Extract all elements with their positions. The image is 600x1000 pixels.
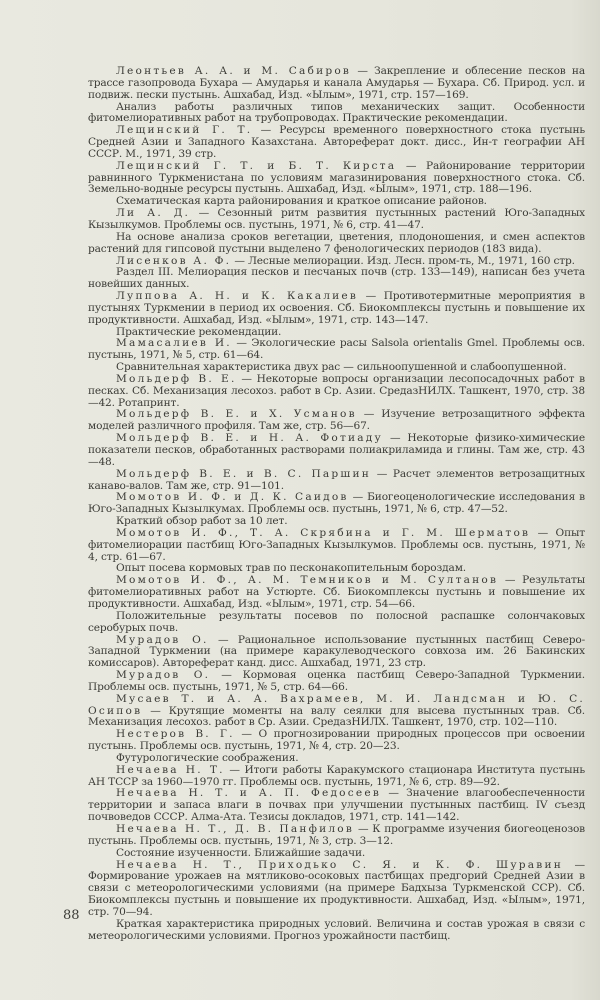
entry-text: — Рациональное использование пустынных пастбищ Северо-Западной Туркмении (на примере каракулеводческого совхоза им. 26 Бакинских комиссаров). Автореферат канд. дисс. Ашхабад, 1971, 23 стр. bbox=[88, 633, 585, 670]
entry-text: — Некоторые вопросы организации лесопосадочных работ в песках. Сб. Механизация лесохоз. работ в Ср. Азии. СредазНИЛХ. Ташкент, 1970, стр. 38—42. Ротапринт. bbox=[88, 372, 585, 409]
entry-author: Мурадов О. bbox=[116, 633, 209, 646]
bib-entry bbox=[88, 729, 585, 753]
entry-text: — Биогеоценологические исследования в Юго-Западных Кызылкумах. Проблемы осв. пустынь, 1971, № 6, стр. 47—52. bbox=[88, 491, 585, 516]
entry-author: Луппова А. Н. и К. Какалиев bbox=[116, 290, 359, 303]
entry-text: — Значение влагообеспеченности территории и запаса влаги в почвах при улучшении пустынных пастбищ. IV съезд почвоведов СССР. Алма-Ата. Тезисы докладов, 1971, стр. 141—142. bbox=[88, 787, 585, 824]
entry-author: Мамасалиев И. bbox=[116, 337, 232, 350]
bib-entry bbox=[88, 374, 585, 410]
entry-author: Нечаева Н. Т. и А. П. Федосеев bbox=[116, 787, 381, 800]
entry-text: Футурологические соображения. bbox=[116, 751, 299, 764]
bib-entry bbox=[88, 338, 585, 362]
entry-author: Момотов И. Ф. и Д. К. Саидов bbox=[116, 491, 349, 504]
entry-text: — К программе изучения биогеоценозов пустынь. Проблемы осв. пустынь, 1971, № 3, стр. 3—12. bbox=[88, 823, 585, 847]
entry-author: Нечаева Н. Т., Д. В. Панфилов bbox=[116, 823, 355, 835]
entry-author: Нечаева Н. Т. bbox=[116, 763, 225, 776]
entry-text: — Сезонный ритм развития пустынных растений Юго-Западных Кызылкумов. Проблемы осв. пустынь, 1971, № 6, стр. 41—47. bbox=[88, 207, 585, 231]
entry-author: Мольдерф В. Е. и В. С. Паршин bbox=[116, 467, 371, 480]
entry-author: Момотов И. Ф., А. М. Темников и М. Султанов bbox=[116, 574, 499, 587]
entry-annotation bbox=[88, 919, 585, 943]
entry-annotation bbox=[88, 232, 585, 256]
entry-author: Мольдерф В. Е. и Н. А. Фотиаду bbox=[116, 432, 383, 445]
entry-author: Мурадов О. bbox=[116, 669, 211, 682]
entry-text: На основе анализа сроков вегетации, цветения, плодоношения, и смен аспектов растений для гипсовой пустыни выделено 7 фенологических периодов (183 вида). bbox=[88, 230, 585, 255]
entry-text: Практические рекомендации. bbox=[116, 325, 282, 338]
bib-entry bbox=[88, 492, 585, 516]
entry-text: Положительные результаты посевов по полосной распашке солончаковых серобурых почв. bbox=[88, 609, 585, 634]
entry-text: Краткая характеристика природных условий. Величина и состав урожая в связи с метеорологическими условиями. Прогноз урожайности пастбищ. bbox=[88, 917, 585, 942]
bib-entry bbox=[88, 409, 585, 433]
entry-text: Схематическая карта районирования и краткое описание районов. bbox=[116, 195, 487, 208]
entry-text: — Некоторые физико-химические показатели песков, обработанных растворами полиакриламида и глины. Там же, стр. 43—48. bbox=[88, 432, 585, 468]
entry-text: — Изучение ветрозащитного эффекта моделей различного профиля. Там же, стр. 56—67. bbox=[88, 408, 585, 433]
bib-entry bbox=[88, 694, 585, 730]
entry-text: — Закрепление и облесение песков на трассе газопровода Бухара — Амударья и канала Амударья — Бухара. Сб. Природ. усл. и подвиж. пески пустынь. Ашхабад, Изд. «Ылым», 1971, стр. 157—169. bbox=[88, 65, 585, 101]
entry-annotation bbox=[88, 267, 585, 291]
entry-text: — Опыт фитомелиорации пастбищ Юго-Западных Кызылкумов. Проблемы осв. пустынь, 1971, № 4, стр. 61—67. bbox=[88, 526, 585, 563]
bib-entry bbox=[88, 125, 585, 161]
bib-entry bbox=[88, 433, 585, 469]
entry-text: Состояние изученности. Ближайшие задачи. bbox=[116, 846, 366, 859]
entry-text: Раздел III. Мелиорация песков и песчаных почв (стр. 133—149), написан без учета новейших данных. bbox=[88, 266, 585, 291]
entry-text: — Итоги работы Каракумского стационара Института пустынь АН ТССР за 1960—1970 гг. Проблемы осв. пустынь, 1971, № 6, стр. 89—92. bbox=[88, 763, 585, 788]
entry-text: — Экологические расы Salsola orientalis Gmel. Проблемы осв. пустынь, 1971, № 5, стр. 61—64. bbox=[88, 337, 585, 362]
bib-entry bbox=[88, 860, 585, 919]
entry-author: Нечаева Н. Т., Приходько С. Я. и К. Ф. Шуравин bbox=[116, 858, 563, 871]
entry-author: Лещинский Г. Т. и Б. Т. Кирста bbox=[116, 159, 397, 172]
entry-annotation bbox=[88, 611, 585, 635]
entry-author: Ли А. Д. bbox=[116, 207, 191, 220]
bib-entry bbox=[88, 208, 585, 232]
bib-entry bbox=[88, 635, 585, 671]
entry-text: Сравнительная характеристика двух рас — сильноопушенной и слабоопушенной. bbox=[116, 361, 567, 374]
entry-author: Момотов И. Ф., Т. А. Скрябина и Г. М. Шерматов bbox=[116, 526, 531, 539]
bib-entry bbox=[88, 824, 585, 848]
entry-text: — Противотермитные мероприятия в пустынях Туркмении в период их освоения. Сб. Биокомплексы пустынь и повышение их продуктивности. Ашхабад, Изд. «Ылым», 1971, стр. 143—147. bbox=[88, 290, 585, 326]
entry-text: — Формирование урожаев на мятликово-осоковых пастбищах предгорий Средней Азии в связи с метеорологическими условиями (на примере Бадхыза Туркменской ССР). Сб. Биокомплексы пустынь и повышение их продуктивности. Ашхабад, Изд. «Ылым», 1971, стр. 70—94. bbox=[88, 858, 585, 918]
bib-entry bbox=[88, 765, 585, 789]
entry-text: — О прогнозировании природных процессов при освоении пустынь. Проблемы осв. пустынь, 1971, № 4, стр. 20—23. bbox=[88, 728, 585, 753]
entry-author: Мольдерф В. Е. и Х. Усманов bbox=[116, 408, 357, 421]
entry-author: Лещинский Г. Т. bbox=[116, 124, 253, 137]
entry-author: Мольдерф В. Е. bbox=[116, 372, 237, 385]
bib-entry bbox=[88, 161, 585, 197]
bib-entry bbox=[88, 291, 585, 327]
entry-text: — Лесные мелиорации. Изд. Лесн. пром-ть, М., 1971, 160 стр. bbox=[231, 254, 575, 267]
entry-text: Анализ работы различных типов механических защит. Особенности фитомелиоративных работ на трубопроводах. Практические рекомендации. bbox=[88, 100, 585, 125]
bibliography-list bbox=[88, 66, 585, 942]
bib-entry bbox=[88, 575, 585, 611]
bib-entry bbox=[88, 528, 585, 564]
bib-entry bbox=[88, 469, 585, 493]
bib-entry bbox=[88, 788, 585, 824]
entry-text: Опыт посева кормовых трав по песконакопительным бороздам. bbox=[116, 562, 467, 575]
page-number: 88 bbox=[63, 908, 80, 923]
entry-text: Краткий обзор работ за 10 лет. bbox=[116, 515, 288, 528]
entry-annotation bbox=[88, 102, 585, 126]
entry-author: Нестеров В. Г. bbox=[116, 728, 235, 741]
entry-text: — Крутящие моменты на валу сеялки для высева пустынных трав. Сб. Механизация лесохоз. работ в Ср. Азии. СредазНИЛХ. Ташкент, 1970, стр. 102—110. bbox=[88, 704, 585, 729]
entry-text: — Ресурсы временного поверхностного стока пустынь Средней Азии и Западного Казахстана. Автореферат докт. дисс., Ин-т географии АН СССР. М., 1971, 39 стр. bbox=[88, 124, 585, 160]
entry-text: — Результаты фитомелиоративных работ на Устюрте. Сб. Биокомплексы пустынь и повышение их продуктивности. Ашхабад, Изд. «Ылым», 1971, стр. 54—66. bbox=[88, 574, 585, 610]
entry-author: Мусаев Т. и А. А. Вахрамеев, М. И. Ландсман и Ю. С. Осипов bbox=[88, 692, 585, 717]
entry-author: Леонтьев А. А. и М. Сабиров bbox=[116, 65, 352, 77]
entry-text: — Кормовая оценка пастбищ Северо-Западной Туркмении. Проблемы осв. пустынь, 1971, № 5, стр. 64—66. bbox=[88, 669, 585, 693]
bib-entry bbox=[88, 66, 585, 102]
entry-author: Лисенков А. Ф. bbox=[116, 254, 232, 267]
entry-text: — Районирование территории равнинного Туркменистана по условиям магазинирования поверхностного стока. Сб. Земельно-водные ресурсы пустынь. Ашхабад, Изд. «Ылым», 1971, стр. 188—196. bbox=[88, 159, 585, 196]
bib-entry bbox=[88, 670, 585, 694]
entry-text: — Расчет элементов ветрозащитных канаво-валов. Там же, стр. 91—101. bbox=[88, 467, 585, 492]
